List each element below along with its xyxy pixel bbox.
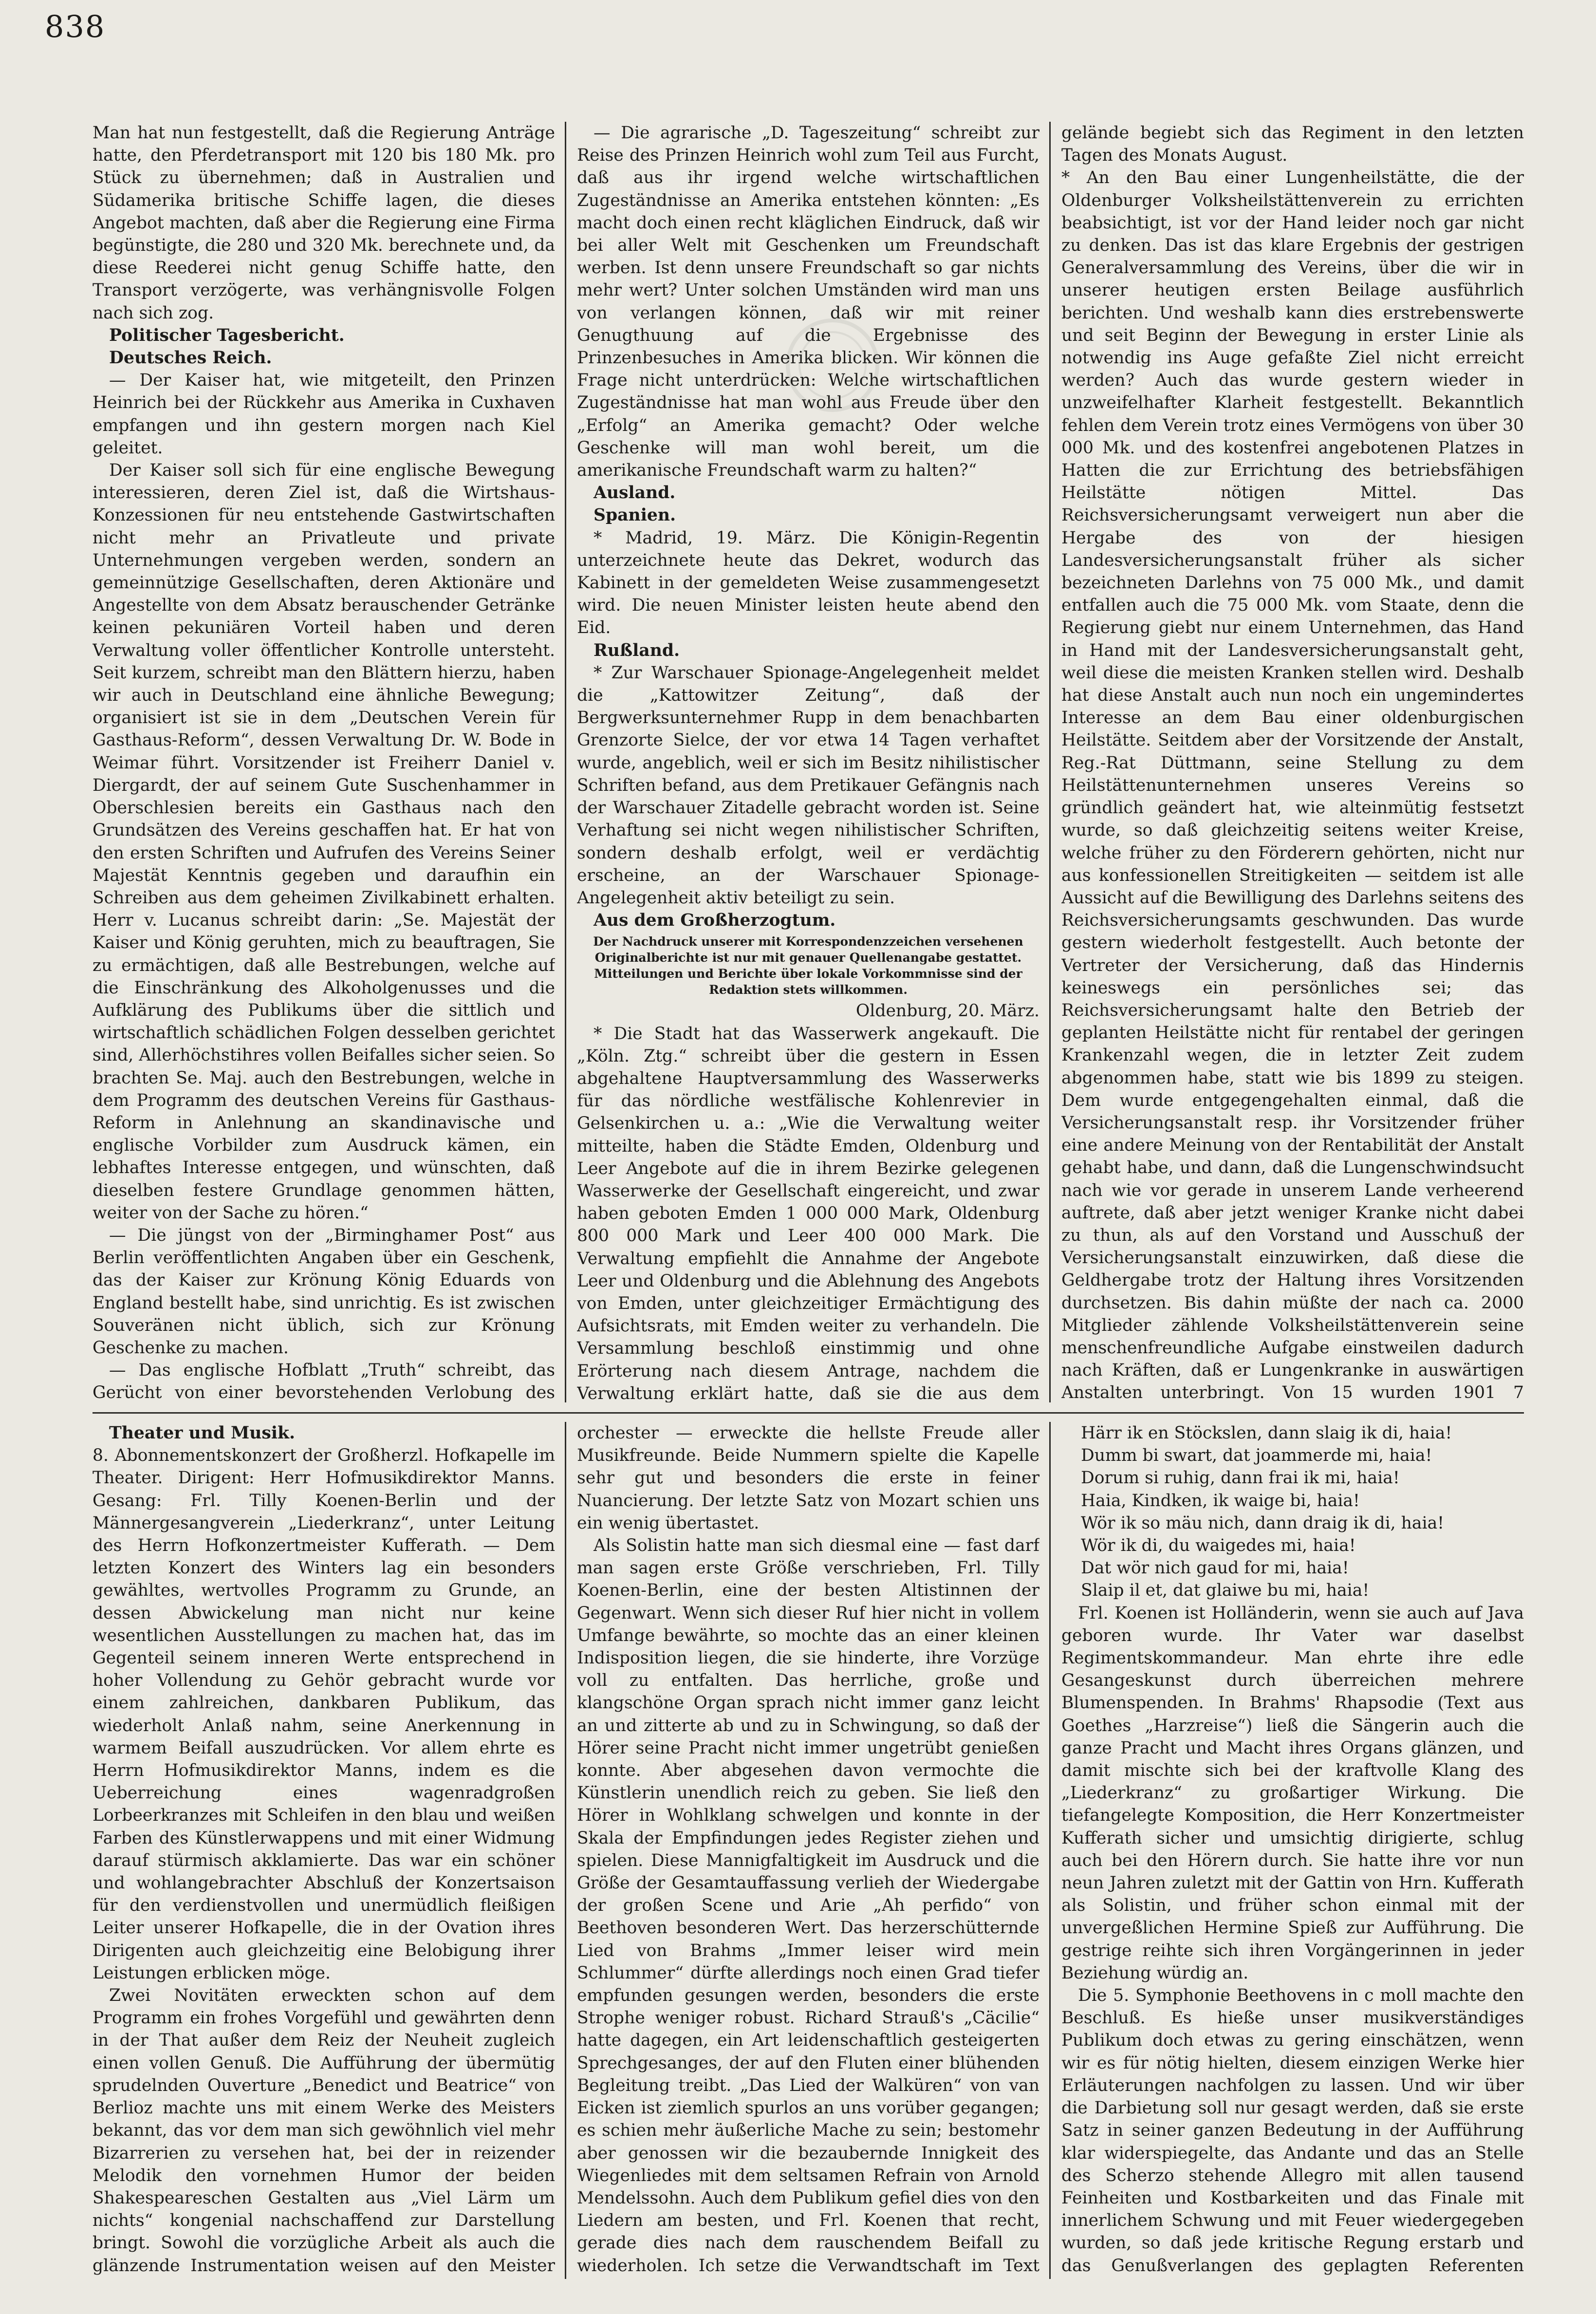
article-paragraph: orchester — erweckte die hellste Freude aller Musikfreunde. Beide Nummern spielte die Kapelle sehr gut und besonders die erste in feiner Nuancierung. Der letzte Satz von Mozart schien uns ein wenig übertastet. xyxy=(577,1423,1039,1533)
column-divider xyxy=(1049,122,1051,1402)
article-paragraph: Die 5. Symphonie Beethovens in c moll machte den Beschluß. Es hieße unser musikverständiges Publikum doch etwas zu gering einschätzen, wenn wir es für nötig hielten, diesem einzigen Werke hier Erläuterungen nachfolgen zu lassen. Und wir über die Darbietung soll nur gesagt werden, daß sie erste Satz in seiner ganzen Bedeutung in der Aufführung klar widerspiegelte, das Andante und das an Stelle des Scherzo stehende Allegro mit allen tausend Feinheiten und Kostbarkeiten und das Finale mit innerlichem Schwung und mit Feuer wiedergegeben wurden, so daß jede kritische Regung erstarb und das Genußverlangen des geplagten Referenten xyxy=(1061,1986,1524,2276)
column-upper-middle xyxy=(577,122,1039,1402)
column-divider xyxy=(565,1422,566,2279)
section-heading: Spanien. xyxy=(594,505,676,525)
article-paragraph: * Die Stadt hat das Wasserwerk angekauft. Die „Köln. Ztg.“ schreibt über die gestern in Essen abgehaltene Hauptversammlung des Wasserwerks für das nördliche westfälische Kohlenrevier in Gelsenkirchen u. a.: „Wie die Verwaltung weiter mitteilte, haben die Städte Emden, Oldenburg und Leer Angebote auf die in ihrem Bezirke gelegenen Wasserwerke der Gesellschaft eingereicht, und zwar haben geboten Emden 1 000 000 Mark, Oldenburg 800 000 Mark und Leer 400 000 Mark. Die Verwaltung empfiehlt die Annahme der Angebote Leer und Oldenburg und die Ablehnung des Angebots von Emden, unter gleichzeitiger Ermächtigung des Aufsichtsrats, mit Emden weiter zu verhandeln. Die Versammlung beschloß einstimmig und ohne Erörterung nach diesem Antrage, nachdem die Verwaltung erklärt hatte, daß sie die aus dem xyxy=(577,1024,1039,1402)
column-divider xyxy=(1049,1422,1051,2279)
article-paragraph: — Das englische Hofblatt „Truth“ schreibt, das Gerücht von einer bevorstehenden Verlobung des xyxy=(93,1361,555,1402)
article-paragraph: * Zur Warschauer Spionage-Angelegenheit meldet die „Kattowitzer Zeitung“, daß der Bergwerksunternehmer Rupp in dem benachbarten Grenzorte Sielce, der vor etwa 14 Tagen verhaftet wurde, angeblich, weil er sich im Besitz nihilistischer Schriften befand, aus dem Pretikauer Gefängnis nach der Warschauer Zitadelle gebracht worden ist. Seine Verhaftung sei nicht wegen nihilistischer Schriften, sondern deshalb erfolgt, weil er verdächtig erscheine, an der Warschauer Spionage-Angelegenheit aktiv beteiligt zu sein. xyxy=(577,663,1039,908)
column-upper-right xyxy=(1061,122,1524,1402)
article-paragraph: Wör ik so mäu nich, dann draig ik di, haia! xyxy=(1081,1513,1445,1533)
article-paragraph: Slaip il et, dat glaiwe bu mi, haia! xyxy=(1081,1581,1370,1601)
article-paragraph: Dumm bi swart, dat joammerde mi, haia! xyxy=(1081,1446,1432,1466)
article-paragraph: Als Solistin hatte man sich diesmal eine — fast darf man sagen erste Größe verschrieben, Frl. Tilly Koenen-Berlin, eine der besten Altistinnen der Gegenwart. Wenn sich dieser Ruf hier nicht in vollem Umfange bewährte, so mochte das an einer kleinen Indisposition liegen, die sie hinderte, ihre Vorzüge voll zu entfalten. Das herrliche, große und klangschöne Organ sprach nicht immer ganz leicht an und zitterte ab und zu in Schwingung, so daß der Hörer seine Pracht nicht immer ungetrübt genießen konnte. Aber abgesehen davon vermochte die Künstlerin unendlich reich zu geben. Sie ließ den Hörer in Wohlklang schwelgen und konnte in der Skala der Empfindungen jedes Register ziehen und spielen. Diese Mannigfaltigkeit im Ausdruck und die Größe der Gesamtauffassung verlieh der Wiedergabe der großen Scene und Arie „Ah perfido“ von Beethoven besonderen Wert. Das herzerschütternde Lied von Brahms „Immer leiser wird mein Schlummer“ dürfte allerdings noch einen Grad tiefer empfunden gesungen werden, besonders die erste Strophe weniger robust. Richard Strauß's „Cäcilie“ hatte dagegen, ein Art leidenschaftlich gesteigerten Sprechgesanges, der auf den Fluten einer blühenden Begleitung treibt. „Das Lied der Walküren“ von van Eicken ist ziemlich spurlos an uns vorüber gegangen; es schien mehr äußerliche Mache zu sein; bestomehr aber genossen wir die bezaubernde Innigkeit des Wiegenliedes mit dem seltsamen Refrain von Arnold Mendelssohn. Auch dem Publikum gefiel dies von den Liedern am besten, und Frl. Koenen that recht, gerade dies nach dem rauschendem Beifall zu wiederholen. Ich setze die Verwandtschaft im Text xyxy=(577,1536,1039,2276)
article-paragraph: Wör ik di, du waigedes mi, haia! xyxy=(1081,1536,1356,1556)
article-paragraph: Man hat nun festgestellt, daß die Regierung Anträge hatte, den Pferdetransport mit 120 bis 180 Mk. pro Stück zu übernehmen; daß in Australien und Südamerika britische Schiffe lagen, die dieses Angebot machten, daß aber die Regierung eine Firma begünstigte, die 280 und 320 Mk. berechnete und, da diese Reederei nicht genug Schiffe hatte, den Transport verzögerte, was verhängnisvolle Folgen nach sich zog. xyxy=(93,123,555,323)
article-paragraph: Dorum si ruhig, dann frai ik mi, haia! xyxy=(1081,1468,1400,1488)
article-paragraph: Haia, Kindken, ik waige bi, haia! xyxy=(1081,1491,1360,1511)
section-heading: Politischer Tagesbericht. xyxy=(109,325,345,345)
article-paragraph: — Die agrarische „D. Tageszeitung“ schreibt zur Reise des Prinzen Heinrich wohl zum Teil aus Furcht, daß aus ihr irgend welche wirtschaftlichen Zugeständnisse an Amerika entstehen könnten: „Es macht doch einen recht kläglichen Eindruck, daß wir bei aller Welt mit Geschenken um Freundschaft werben. Ist denn unsere Freundschaft so gar nichts mehr wert? Unter solchen Umständen wird man uns von verlangen können, daß wir mit reiner Genugthuung auf die Ergebnisse des Prinzenbesuches in Amerika blicken. Wir können die Frage nicht unterdrücken: Welche wirtschaftlichen Zugeständnisse hat man wohl aus Freude über den „Erfolg“ an Amerika gemacht? Oder welche Geschenke will man wohl bereit, um die amerikanische Freundschaft warm zu halten?“ xyxy=(577,123,1039,481)
section-heading: Aus dem Großherzogtum. xyxy=(594,911,836,931)
article-paragraph: — Der Kaiser hat, wie mitgeteilt, den Prinzen Heinrich bei der Rückkehr aus Amerika in Cuxhaven empfangen und ihn gestern morgen nach Kiel geleitet. xyxy=(93,371,555,458)
column-divider xyxy=(565,122,566,1402)
article-paragraph: Zwei Novitäten erweckten schon auf dem Programm ein frohes Vorgefühl und gewährten denn in der That außer dem Reiz der Neuheit zugleich einen vollen Genuß. Die Aufführung der übermütig sprudelnden Ouverture „Benedict und Beatrice“ von Berlioz machte uns mit einem Werke des Meisters bekannt, das vor dem man sich gewöhnlich viel mehr Bizarrerien zu versehen hat, bei der in reizender Melodik den vornehmen Humor der beiden Shakespeareschen Gestalten aus „Viel Lärm um nichts“ kongenial nachschaffend zur Darstellung bringt. Sowohl die vorzügliche Arbeit als auch die glänzende Instrumentation weisen auf den Meister xyxy=(93,1986,555,2276)
section-divider xyxy=(93,1412,1524,1414)
column-lower-middle xyxy=(577,1422,1039,2279)
article-paragraph: * An den Bau einer Lungenheilstätte, die der Oldenburger Volksheilstättenverein zu errichten beabsichtigt, ist vor der Hand leider noch gar nicht zu denken. Das ist das klare Ergebnis der gestrigen Generalversammlung des Vereins, über die wir in unserer heutigen ersten Beilage ausführlich berichten. Und weshalb kann dies erstrebenswerte und seit Beginn der Bewegung in erster Linie als notwendig ins Auge gefaßte Ziel nicht erreicht werden? Auch das wurde gestern wieder in unzweifelhafter Klarheit festgestellt. Bekanntlich fehlen dem Verein trotz eines Vermögens von über 30 000 Mk. und des kostenfrei angebotenen Platzes in Hatten die zur Errichtung des betriebsfähigen Heilstätte nötigen Mittel. Das Reichsversicherungsamt verweigert nun aber die Hergabe des von der hiesigen Landesversicherungsanstalt früher als sicher bezeichneten Darlehns von 75 000 Mk., und damit entfallen auch die 75 000 Mk. vom Staate, denn die Regierung giebt nur einem Unternehmen, das Hand in Hand mit der Landesversicherungsanstalt geht, weil diese die meisten Kranken stellen wird. Deshalb hat diese Anstalt auch nun noch ein ungemindertes Interesse an dem Bau einer oldenburgischen Heilstätte. Seitdem aber der Vorsitzende der Anstalt, Reg.-Rat Düttmann, seine Stellung zu dem Heilstättenunternehmen unseres Vereins so gründlich geändert hat, wie alteinmütig festsetzt wurde, so daß gleichzeitig seitens weiter Kreise, welche früher zu den Förderern gehörten, nicht nur aus konfessionellen Streitigkeiten — seitdem ist alle Aussicht auf die Bewilligung des Darlehns seitens des Reichsversicherungsamts geschwunden. Das wurde gestern wiederholt festgestellt. Auch betonte der Vertreter der Versicherung, daß das Hindernis keineswegs ein persönliches sei; das Reichsversicherungsamt halte den Betrieb der geplanten Heilstätte nicht für rentabel der geringen Krankenzahl wegen, die in letzter Zeit zudem abgenommen habe, statt wie bis 1899 zu steigen. Dem wurde entgegengehalten einmal, daß die Versicherungsanstalt resp. ihr Vorsitzender früher eine andere Meinung von der Rentabilität der Anstalt gehabt habe, und dann, daß die Lungenschwindsucht nach wie vor gerade in unserem Lande verheerend auftrete, daß aber jetzt weniger Kranke nicht dabei zu thun, als auf den Vorstand und Ausschuß der Versicherungsanstalt einzuwirken, daß diese die Geldhergabe trotz der Haltung ihres Vorsitzenden durchsetzen. Bis dahin müßte der nach ca. 2000 Mitglieder zählende Volksheilstättenverein seine menschenfreundliche Aufgabe einstweilen dadurch nach Kräften, daß er Lungenkranke in auswärtigen Anstalten unterbringt. Von 15 wurden 1901 7 xyxy=(1061,168,1524,1402)
column-upper-left xyxy=(93,122,555,1402)
section-heading: Deutsches Reich. xyxy=(109,348,272,368)
article-paragraph: gelände begiebt sich das Regiment in den letzten Tagen des Monats August. xyxy=(1061,123,1524,166)
article-paragraph: 8. Abonnementskonzert der Großherzl. Hofkapelle im Theater. Dirigent: Herr Hofmusikdirektor Manns. Gesang: Frl. Tilly Koenen-Berlin und der Männergesangverein „Liederkranz“, unter Leitung des Herrn Hofkonzertmeister Kufferath. — Dem letzten Konzert des Winters lag ein besonders gewähltes, wertvolles Programm zu Grunde, an dessen Abwickelung man nicht nur keine wesentlichen Ausstellungen zu machen hat, das im Gegenteil seinem inneren Werte entsprechend in hoher Vollendung zu Gehör gebracht wurde vor einem zahlreichen, dankbaren Publikum, das wiederholt Anlaß nahm, seine Anerkennung in warmem Beifall auszudrücken. Vor allem ehrte es Herrn Hofmusikdirektor Manns, indem es die Ueberreichung eines wagenradgroßen Lorbeerkranzes mit Schleifen in den blau und weißen Farben des Künstlerwappens und mit einer Widmung darauf stürmisch akklamierte. Das war ein schöner und wohlangebrachter Abschluß der Konzertsaison für den verdienstvollen und unermüdlich fleißigen Leiter unserer Hofkapelle, die in der Ovation ihres Dirigenten auch gleichzeitig eine Belobigung ihrer Leistungen erblicken möge. xyxy=(93,1446,555,1983)
article-paragraph: Frl. Koenen ist Holländerin, wenn sie auch auf Java geboren wurde. Ihr Vater war daselbst Regimentskommandeur. Man ehrte ihre edle Gesangeskunst durch überreichen mehrere Blumenspenden. In Brahms' Rhapsodie (Text aus Goethes „Harzreise“) ließ die Sängerin auch die ganze Pracht und Macht ihres Organs glänzen, und damit mischte sich bei der kraftvolle Klang des „Liederkranz“ zu großartiger Wirkung. Die tiefangelegte Komposition, die Herr Konzertmeister Kufferath sicher und umsichtig dirigierte, schlug auch bei den Hörern durch. Sie hatte ihre vor nun neun Jahren zuletzt mit der Gattin von Hrn. Kufferath als Solistin, und früher schon einmal mit der unvergeßlichen Hermine Spieß zur Aufführung. Die gestrige reihte sich ihren Vorgängerinnen in jeder Beziehung würdig an. xyxy=(1061,1603,1524,1983)
article-paragraph: * Madrid, 19. März. Die Königin-Regentin unterzeichnete heute das Dekret, wodurch das Kabinett in der gemeldeten Weise zusammengesetzt wird. Die neuen Minister leisten heute abend den Eid. xyxy=(577,528,1039,638)
section-heading: Theater und Musik. xyxy=(109,1423,296,1443)
article-paragraph: Dat wör nich gaud for mi, haia! xyxy=(1081,1558,1349,1578)
article-paragraph: Der Kaiser soll sich für eine englische Bewegung interessieren, deren Ziel ist, daß die Wirtshaus-Konzessionen für neu entstehende Gastwirtschaften nicht mehr an Privatleute und private Unternehmungen vergeben werden, sondern an gemeinnützige Gesellschaften, deren Aktionäre und Angestellte von dem Absatz berauschender Getränke keinen pekuniären Vorteil haben und deren Verwaltung voller öffentlicher Kontrolle untersteht. Seit kurzem, schreibt man den Blättern hierzu, haben wir auch in Deutschland eine ähnliche Bewegung; organisiert ist sie in dem „Deutschen Verein für Gasthaus-Reform“, dessen Verwaltung Dr. W. Bode in Weimar führt. Vorsitzender ist Freiherr Daniel v. Diergardt, der auf seinem Gute Suschenhammer in Oberschlesien bereits ein Gasthaus nach den Grundsätzen des Vereins geschaffen hat. Er hat von den ersten Schriften und Aufrufen des Vereins Seiner Majestät Kenntnis gegeben und daraufhin ein Schreiben aus dem geheimen Zivilkabinett erhalten. Herr v. Lucanus schreibt darin: „Se. Majestät der Kaiser und König geruhten, mich zu beauftragen, Sie zu ermächtigen, daß alle Bestrebungen, welche auf die Einschränkung des Alkoholgenusses und die Aufklärung des Publikums über die sittlich und wirtschaftlich schädlichen Folgen desselben gerichtet sind, Allerhöchstihres vollen Beifalles sicher seien. So brachten Se. Maj. auch den Bestrebungen, welche in dem Programm des deutschen Vereins für Gasthaus-Reform in Anlehnung an skandinavische und englische Vorbilder zum Ausdruck kämen, ein lebhaftes Interesse entgegen, und wünschten, daß dieselben festere Grundlage genommen hätten, weiter von der Sache zu hören.“ xyxy=(93,461,555,1223)
section-heading: Ausland. xyxy=(594,483,676,503)
page-number: 838 xyxy=(45,9,106,44)
article-paragraph: Der Nachdruck unserer mit Korrespondenzzeichen versehenen Originalberichte ist nur mit genauer Quellenangabe gestattet. Mitteilungen und Berichte über lokale Vorkommnisse sind der Redaktion stets willkommen. xyxy=(593,934,1023,997)
article-paragraph: Härr ik en Stöckslen, dann slaig ik di, haia! xyxy=(1081,1423,1452,1443)
column-lower-left xyxy=(93,1422,555,2279)
section-heading: Rußland. xyxy=(594,640,680,660)
article-paragraph: — Die jüngst von der „Birminghamer Post“ aus Berlin veröffentlichten Angaben über ein Geschenk, das der Kaiser zur Krönung König Eduards von England bestellt habe, sind unrichtig. Es ist zwischen Souveränen nicht üblich, sich zur Krönung Geschenke zu machen. xyxy=(93,1225,555,1358)
column-lower-right xyxy=(1061,1422,1524,2279)
article-paragraph: Oldenburg, 20. März. xyxy=(855,1001,1039,1021)
